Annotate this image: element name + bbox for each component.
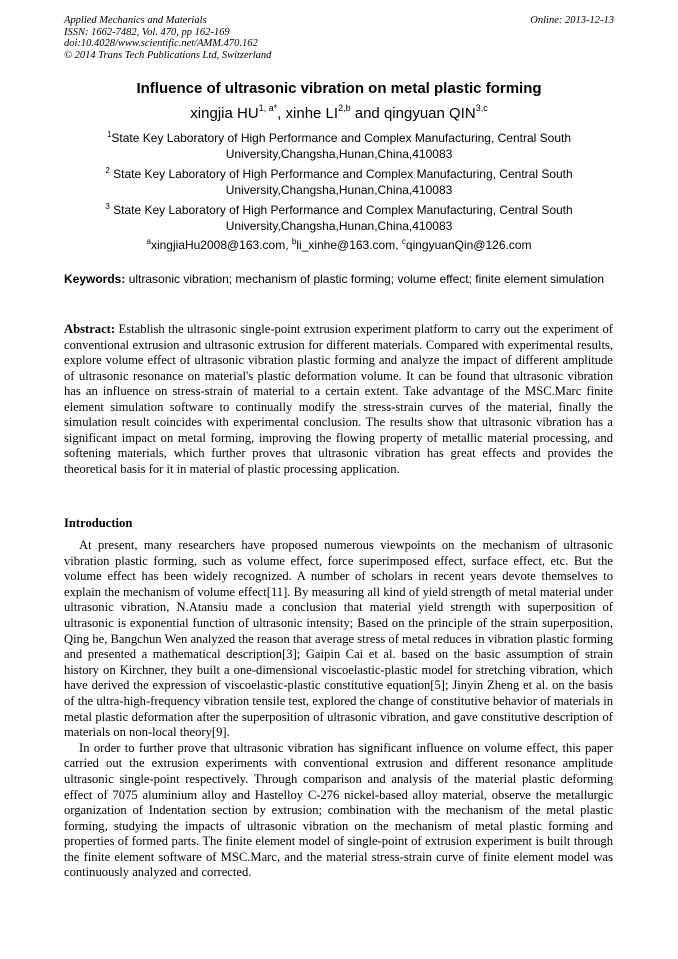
abstract-block: [64, 322, 613, 477]
abstract-text: Establish the ultrasonic single-point extrusion experiment platform to carry out the experiment of conventional extrusion and ultrasonic extrusion for different materials. Compared with experimental results, explore volume effect of ultrasonic vibration plastic forming and analyze the impact of different amplitude of ultrasonic resonance on material's plastic deformation volume. It can be found that ultrasonic vibration has an influence on stress-strain of material to a certain extent. Take advantage of the MSC.Marc finite element simulation software to continually modify the stress-strain curves of the material, finally the simulation result coincides with experimental conclusion. The results show that ultrasonic vibration has a significant impact on metal forming, improving the flowing property of metallic material processing, and softening materials, which further proves that ultrasonic vibration has great effects and provides the theoretical basis for it in material of plastic processing application.: [64, 322, 613, 476]
journal-name: Applied Mechanics and Materials: [64, 15, 207, 26]
affiliation-number: 3: [105, 202, 110, 211]
author-superscript: 3,c: [475, 103, 488, 113]
email-address: qingyuanQin@126.com: [405, 238, 532, 252]
affiliation-1: [64, 130, 614, 162]
affiliation-text: State Key Laboratory of High Performance and Complex Manufacturing, Central South University,Changsha,Hunan,China,410083: [109, 167, 573, 197]
keywords-label: Keywords:: [64, 272, 126, 286]
keywords-block: [64, 272, 613, 288]
author-superscript: 2,b: [338, 103, 351, 113]
author-separator: ,: [277, 105, 286, 122]
section-heading-introduction: Introduction: [64, 516, 133, 530]
author-superscript: 1, a*: [258, 103, 278, 113]
abstract-label: Abstract:: [64, 322, 116, 336]
author-name: qingyuan QIN: [383, 105, 476, 122]
introduction-body: [64, 538, 613, 881]
email-marker: a: [146, 237, 151, 246]
author-name: xingjia HU: [190, 105, 259, 122]
online-date: Online: 2013-12-13: [530, 15, 614, 26]
author-name: xinhe LI: [285, 105, 339, 122]
author-separator: and: [350, 105, 384, 122]
issn-line: ISSN: 1662-7482, Vol. 470, pp 162-169: [64, 26, 230, 38]
keywords-text: ultrasonic vibration; mechanism of plastic forming; volume effect; finite element simulation: [125, 272, 605, 286]
journal-header: [64, 15, 464, 61]
email-marker: c: [401, 237, 406, 246]
author-list: [64, 104, 614, 124]
affiliation-2: [64, 166, 614, 198]
affiliation-number: 1: [106, 130, 112, 139]
paragraph: At present, many researchers have proposed numerous viewpoints on the mechanism of ultrasonic vibration plastic forming, such as volume effect, force superimposed effect, surface effect, etc. But the volume effect has been widely recognized. A number of scholars in recent years devote themselves to explain the mechanism of volume effect[11]. By measuring all kind of yield strength of metal material under ultrasonic vibration, N.Atansiu made a conclusion that material yield strength with superposition of ultrasonic is exponential function of ultrasonic intensity; Based on the principle of the strain superposition, Qing he, Bangchun Wen analyzed the reason that average stress of metal reduces in vibration plastic forming and presented a mathematical description[3]; Gaipin Cai et al. based on the basic assumption of strain history on Kirchner, they built a one-dimensional viscoelastic-plastic model for stretching vibration, which have derived the expression of viscoelastic-plastic constitutive equation[5]; Jinyin Zheng et al. on the basis of the ultra-high-frequency vibration tensile test, explored the change of constitutive behavior of materials in metal plastic deformation after the superposition of ultrasonic vibration, and gave constitutive description of materials on non-local theory[9].: [64, 538, 613, 740]
copyright-line: © 2014 Trans Tech Publications Ltd, Switzerland: [64, 49, 272, 61]
paragraph: In order to further prove that ultrasonic vibration has significant influence on volume effect, this paper carried out the extrusion experiments with conventional extrusion and different resonance amplitude ultrasonic single-point respectively. Through comparison and analysis of the material plastic deforming effect of 7075 aluminium alloy and Hastelloy C-276 nickel-based alloy material, observe the metallurgic organization of Indentation section by extrusion; combination with the mechanism of the metal plastic forming, studying the impacts of ultrasonic vibration on the mechanism of metal plastic forming and properties of formed parts. The finite element model of single-point of extrusion experiment is built through the finite element software of MSC.Marc, and the material stress-strain curve of finite element model was continuously analyzed and corrected.: [64, 740, 613, 880]
affiliation-text: State Key Laboratory of High Performance and Complex Manufacturing, Central South University,Changsha,Hunan,China,410083: [111, 131, 572, 161]
paper-title: Influence of ultrasonic vibration on metal plastic forming: [136, 80, 542, 97]
email-list: [64, 237, 614, 253]
email-address: xingjiaHu2008@163.com,: [150, 238, 292, 252]
affiliation-3: [64, 202, 614, 234]
doi-line: doi:10.4028/www.scientific.net/AMM.470.162: [64, 38, 258, 50]
email-address: li_xinhe@163.com,: [296, 238, 402, 252]
affiliation-number: 2: [105, 166, 110, 175]
affiliation-text: State Key Laboratory of High Performance and Complex Manufacturing, Central South University,Changsha,Hunan,China,410083: [109, 203, 573, 233]
email-marker: b: [291, 237, 297, 246]
